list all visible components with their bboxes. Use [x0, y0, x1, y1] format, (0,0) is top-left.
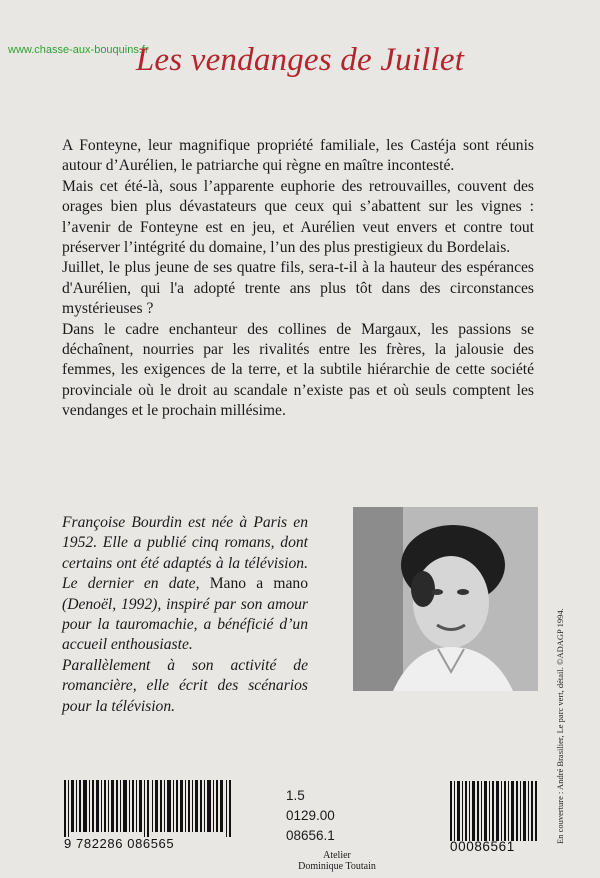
stock-barcode — [450, 781, 538, 841]
code-line: 08656.1 — [286, 828, 335, 843]
synopsis-paragraph: Juillet, le plus jeune de ses quatre fils, sera-t-il à la hauteur des espérances d'Aurélien, qui l'a adopté trente ans plus tôt dans des circonstances mystérieuses ? — [62, 259, 534, 318]
publisher-line: Dominique Toutain — [298, 861, 376, 872]
author-portrait-image — [353, 507, 538, 691]
code-line: 1.5 — [286, 788, 305, 803]
bio-paragraph — [62, 513, 308, 656]
bio-paragraph: Parallèlement à son activité de romancière, elle écrit des scénarios pour la télévision. — [62, 656, 308, 715]
watermark[interactable]: www.chasse-aux-bouquins.fr — [8, 44, 149, 56]
synopsis-paragraph: Mais cet été-là, sous l’apparente euphorie des retrouvailles, couvent des orages bien plus dévastateurs que ceux qui s’abattent sur les vignes : l’avenir de Fonteyne est en jeu, et Aurélien veut envers et contre tout préserver l’intégrité du domaine, l’un des plus prestigieux du Bordelais. — [62, 177, 534, 257]
bio-book-title: Mano a mano — [209, 575, 308, 593]
isbn-barcode — [64, 780, 232, 837]
code-line: 0129.00 — [286, 808, 335, 823]
stock-number: 00086561 — [450, 839, 515, 854]
synopsis-paragraph: A Fonteyne, leur magnifique propriété familiale, les Castéja sont réunis autour d’Aurélien, le patriarche qui règne en maître incontesté. — [62, 137, 534, 175]
synopsis — [62, 136, 534, 422]
book-title: Les vendanges de Juillet — [135, 42, 465, 78]
bio-text: (Denoël, 1992), inspiré par son amour pour la tauromachie, a bénéficié d’un accueil enthousiaste. — [62, 595, 308, 654]
author-bio — [62, 513, 308, 717]
isbn-number: 9 782286 086565 — [64, 836, 175, 851]
synopsis-paragraph: Dans le cadre enchanteur des collines de Margaux, les passions se déchaînent, nourries par les rivalités entre les frères, la jalousie des femmes, les exigences de la terre, et la subtile hiérarchie de cette société provinciale où le droit au scandale n’existe pas et où seuls comptent les vendanges et le prochain millésime. — [62, 320, 534, 420]
author-photo — [353, 507, 538, 691]
bio-text: Françoise Bourdin est née à Paris en 1952. Elle a publié cinq romans, dont certains ont été adaptés à la télévision. Le dernier en date, — [62, 514, 308, 593]
publisher-imprint — [272, 850, 402, 872]
product-codes — [286, 786, 335, 846]
cover-credit: En couverture : André Brasilier, Le parc vert, détail. ©ADAGP 1994. — [555, 608, 565, 844]
publisher-line: Atelier — [323, 850, 351, 861]
